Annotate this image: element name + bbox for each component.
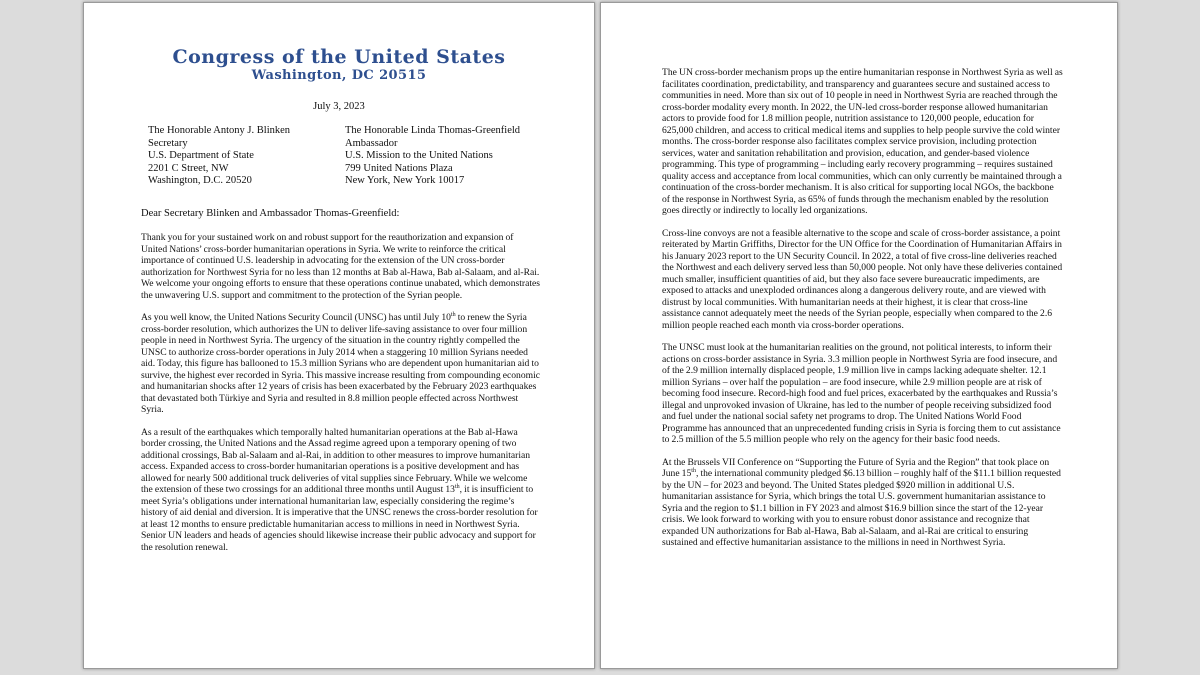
paragraph: The UNSC must look at the humanitarian realities on the ground, not political interests, to inform their actions on cross-border assistance in Syria. 3.3 million people in Northwest Syria are food insecure, and of the 2.9 million internally displaced people, 1.9 million live in camps lacking adequate shelter. 12.1 million Syrians – over half the population – are food insecure, while 2.9 million people are at risk of becoming food insecure. Record-high food and fuel prices, exacerbated by the earthquakes and Russia’s illegal and unprovoked invasion of Ukraine, has led to the number of people receiving subsidized food and fuel under the national social safety net programs to drop. The United Nations World Food Programme has announced that an unprecedented funding crisis in Syria is forcing them to cut assistance to 2.5 million of the 5.5 million people who rely on the agency for their basic food needs. bbox=[662, 342, 1061, 445]
page-1-body bbox=[141, 232, 541, 564]
paragraph-text: to renew the Syria cross-border resolution, which authorizes the UN to deliver life-saving assistance to over four million people in need in Northwest Syria. The urgency of the situation in the country rightly compelled the UNSC to authorize cross-border operations in July 2014 when a staggering 10 million Syrians needed aid. Today, this figure has ballooned to 15.3 million Syrians who are dependent upon humanitarian aid to survive, the highest ever recorded in Syria. This massive increase resulting from compounding economic and humanitarian shocks after 12 years of crisis has been exacerbated by the February 2023 earthquakes that devastated both Türkiye and Syria and resulted in 8.8 million people effected across Northwest Syria. bbox=[141, 312, 541, 415]
recipient-address-1 bbox=[148, 125, 290, 188]
recipient-address-2 bbox=[345, 125, 520, 188]
address-line: New York, New York 10017 bbox=[345, 175, 465, 186]
letterhead-address: Washington, DC 20515 bbox=[251, 68, 427, 83]
address-line: 799 United Nations Plaza bbox=[345, 162, 453, 174]
paragraph: Thank you for your sustained work on and robust support for the reauthorization and expansion of United Nations’ cross-border humanitarian operations in Syria. We write to reinforce the critical importance of continued U.S. leadership in advocating for the extension of the UN cross-border authorization for Northwest Syria for no less than 12 months at Bab al-Hawa, Bab al-Salaam, and al-Rai. We welcome your ongoing efforts to ensure that these operations continue unabated, which demonstrates the unwavering U.S. support and commitment to the protection of the Syrian people. bbox=[141, 232, 541, 301]
address-line: Ambassador bbox=[345, 137, 398, 149]
paragraph bbox=[141, 312, 541, 416]
paragraph-text: , it is insufficient to meet Syria’s obligations under international humanitarian law, especially considering the regime’s history of aid denial and diversion. It is imperative that the UNSC renews the cross-border resolution for at least 12 months to ensure predictable humanitarian access to millions in need in Northwest Syria. Senior UN leaders and heads of agencies should likewise increase their public advocacy and support for the resolution renewal. bbox=[141, 484, 538, 553]
letterhead bbox=[84, 46, 594, 84]
salutation: Dear Secretary Blinken and Ambassador Thomas-Greenfield: bbox=[141, 208, 400, 219]
paragraph-text: , the international community pledged $6.13 billion – roughly half of the $11.1 billion requested by the UN – for 2023 and beyond. The United States pledged $920 million in additional U.S. humanitarian assistance for Syria, which brings the total U.S. government humanitarian assistance to Syria and the region to $1.1 billion in FY 2023 and almost $16.9 billion since the start of the 12-year crisis. We look forward to working with you to ensure robust donor assistance and recognize that expanded UN authorizations for Bab al-Hawa, Bab al-Salaam, and al-Rai are critical to ensuring sustained and effective humanitarian assistance to the millions in need in Northwest Syria. bbox=[662, 468, 1061, 548]
address-line: 2201 C Street, NW bbox=[148, 162, 229, 174]
letterhead-title: Congress of the United States bbox=[172, 46, 506, 68]
page-2-body bbox=[662, 67, 1063, 560]
address-line: Secretary bbox=[148, 137, 188, 149]
paragraph: Cross-line convoys are not a feasible alternative to the scope and scale of cross-border assistance, a point reiterated by Martin Griffiths, Director for the UN Office for the Coordination of Humanitarian Affairs in his January 2023 report to the UN Security Council. In 2022, a total of five cross-line deliveries reached the Northwest and each delivery served less than 50,000 people. Not only have these deliveries contained much smaller, insufficient quantities of aid, but they also face severe bureaucratic impediments, are exposed to attacks and unexploded ordinances along a dangerous delivery route, and are viewed with distrust by local communities. With humanitarian needs at their highest, it is clear that cross-line assistance cannot adequately meet the needs of the Syrian people, especially when compared to the 2.6 million people reached each month via cross-border operations. bbox=[662, 227, 1063, 331]
paragraph bbox=[662, 457, 1063, 549]
paragraph-text: At the Brussels VII Conference on “Supporting the Future of Syria and the Region” that took place on June 15 bbox=[662, 456, 1050, 479]
paragraph bbox=[141, 427, 541, 554]
address-line: U.S. Department of State bbox=[148, 150, 254, 161]
page-2 bbox=[600, 2, 1118, 669]
superscript: th bbox=[454, 483, 460, 490]
superscript: th bbox=[691, 467, 696, 474]
superscript: th bbox=[450, 311, 456, 318]
paragraph-text: As a result of the earthquakes which temporally halted humanitarian operations at the Bab al-Hawa border crossing, the United Nations and the Assad regime agreed upon a temporary opening of two additional crossings, Bab al-Salaam and al-Rai, in addition to other measures to improve humanitarian access. Expanded access to cross-border humanitarian operations is a positive development and has allowed for nearly 500 additional truck deliveries of vital supplies since February. While we welcome the extension of these two crossings for an additional three months until August 13 bbox=[141, 426, 531, 495]
letter-date: July 3, 2023 bbox=[313, 101, 365, 112]
address-line: The Honorable Antony J. Blinken bbox=[148, 125, 291, 136]
paragraph: The UN cross-border mechanism props up the entire humanitarian response in Northwest Syria as well as facilitates coordination, predictability, and transparency and guarantees secure and sustained access to communities in need. More than six out of 10 people in need in Northwest Syria are reached through the cross-border modality every month. In 2022, the UN-led cross-border response allowed humanitarian actors to provide food for 1.8 million people, nutrition assistance to 120,000 people, education for 625,000 children, and access to critical medical items and supplies to help people survive the cold winter months. The cross-border response also facilitates complex service provision, including protection services, water and sanitation rehabilitation and provision, education, and gender-based violence programming. This type of programming – including early recovery programming – requires sustained quality access and acceptance from local communities, which can only currently be maintained through a continuation of the cross-border mechanism. It is also critical for supporting local NGOs, the backbone of the response in Northwest Syria, as 65% of funds through the mechanism enabled by the resolution goes directly or indirectly to locally led organizations. bbox=[662, 67, 1063, 216]
address-line: U.S. Mission to the United Nations bbox=[345, 150, 493, 161]
page-1 bbox=[83, 2, 595, 669]
address-line: The Honorable Linda Thomas-Greenfield bbox=[345, 125, 521, 136]
paragraph-text: As you well know, the United Nations Security Council (UNSC) has until July 10 bbox=[141, 312, 451, 323]
address-line: Washington, D.C. 20520 bbox=[148, 175, 252, 186]
